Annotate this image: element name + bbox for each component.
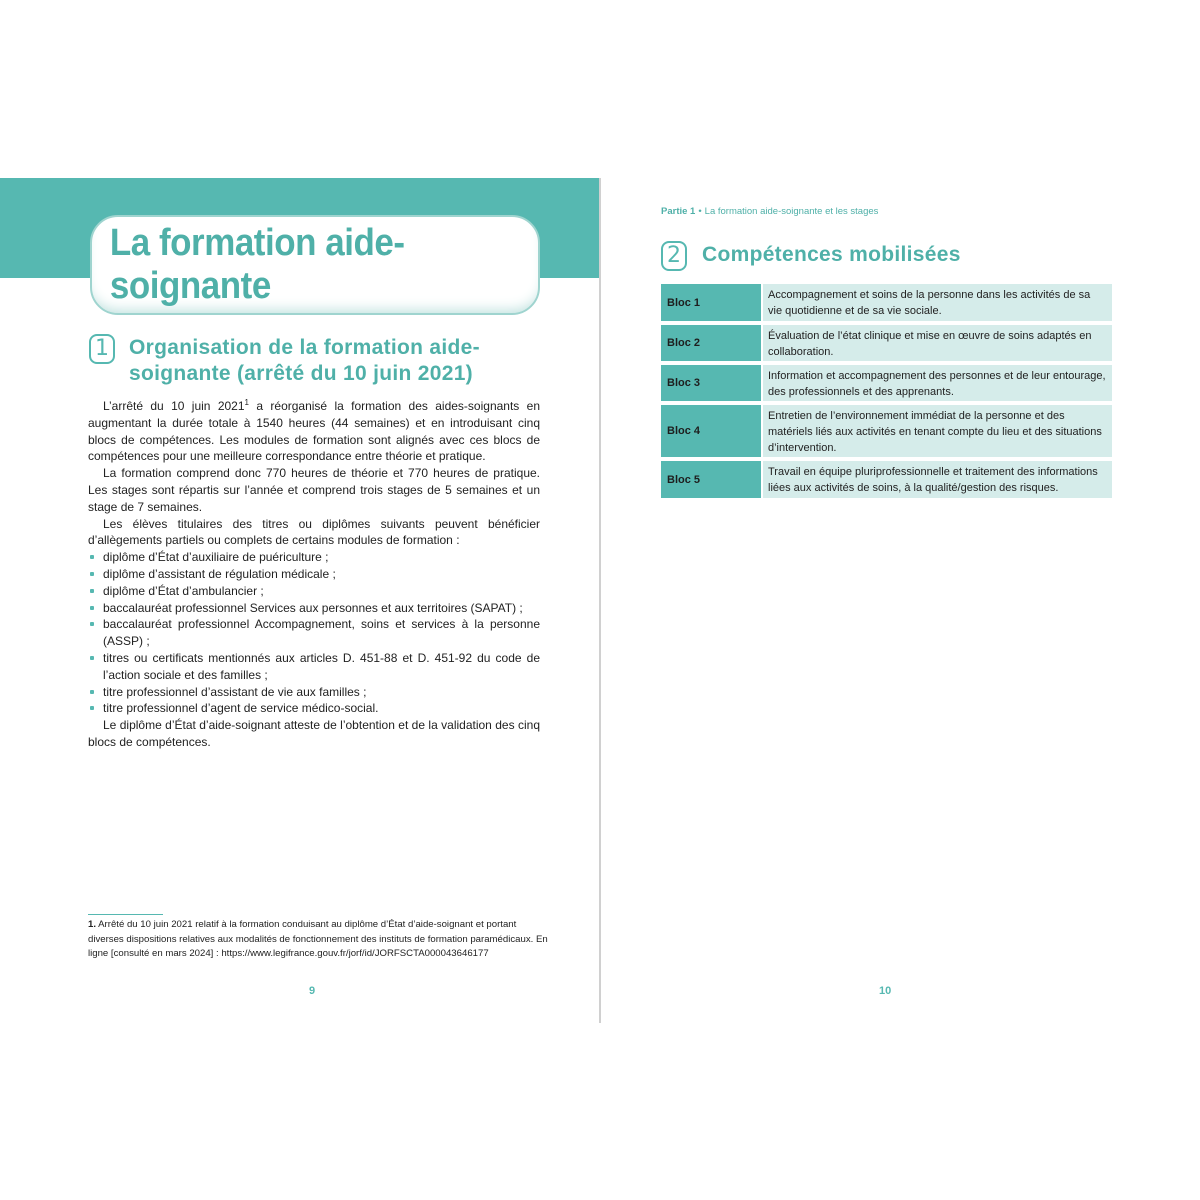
- list-item: [88, 650, 540, 684]
- running-head: [661, 206, 878, 217]
- list-item-text: diplôme d’État d’ambulancier ;: [103, 583, 264, 598]
- competency-table: [661, 284, 1112, 502]
- page-gutter: [599, 178, 601, 1023]
- paragraph-3: Les élèves titulaires des titres ou diplômes suivants peuvent bénéficier d’allègements partiels ou complets de certains modules de formation :: [88, 516, 540, 548]
- bullet-icon: [90, 706, 94, 710]
- list-item-text: titres ou certificats mentionnés aux articles D. 451-88 et D. 451-92 du code de l’action sociale et des familles ;: [103, 650, 540, 682]
- body-text: [88, 398, 540, 751]
- bloc-label: Bloc 2: [661, 325, 761, 361]
- bloc-description: Entretien de l’environnement immédiat de la personne et des matériels liés aux activités en tenant compte du lieu et des situations d’intervention.: [761, 405, 1112, 457]
- list-item-text: baccalauréat professionnel Services aux personnes et aux territoires (SAPAT) ;: [103, 600, 523, 615]
- paragraph-1: [88, 398, 540, 465]
- paragraph-1-rest: a réorganisé la formation des aides-soignants en augmentant la durée totale à 1540 heures (44 semaines) et en introduisant cinq blocs de compétences. Les modules de formation sont alignés avec ces blocs de compétences pour une meilleure correspondance entre théorie et pratique.: [88, 399, 541, 464]
- list-item-text: diplôme d’État d’auxiliaire de puériculture ;: [103, 550, 329, 565]
- list-item: [88, 583, 540, 600]
- footnote-number: 1.: [88, 919, 97, 930]
- list-item-text: baccalauréat professionnel Accompagnement, soins et services à la personne (ASSP) ;: [103, 617, 540, 649]
- bloc-description: Évaluation de l’état clinique et mise en œuvre de soins adaptés en collaboration.: [761, 325, 1112, 361]
- bullet-icon: [90, 656, 94, 660]
- chapter-title: La formation aide-soignante: [109, 222, 405, 307]
- list-item-text: titre professionnel d’assistant de vie aux familles ;: [103, 684, 367, 699]
- table-row: [661, 461, 1112, 498]
- bloc-label: Bloc 4: [661, 405, 761, 457]
- table-row: [661, 284, 1112, 321]
- running-head-title: La formation aide-soignante et les stages: [704, 206, 879, 217]
- page-number-left: 9: [309, 985, 316, 997]
- bloc-description: Travail en équipe pluriprofessionnelle et traitement des informations liées aux activités de soins, à la qualité/gestion des risques.: [761, 461, 1112, 498]
- footnote: [88, 918, 548, 962]
- bullet-icon: [90, 606, 94, 610]
- table-row: [661, 365, 1112, 401]
- list-item-text: diplôme d’assistant de régulation médicale ;: [103, 566, 336, 581]
- list-item: [88, 549, 540, 566]
- list-item: [88, 600, 540, 617]
- section-title-1: [129, 335, 549, 387]
- table-row: [661, 405, 1112, 457]
- bloc-label: Bloc 5: [661, 461, 761, 498]
- bloc-description: Information et accompagnement des personnes et de leur entourage, des professionnels et des apprenants.: [761, 365, 1112, 401]
- list-item: [88, 684, 540, 701]
- bullet-icon: [90, 690, 94, 694]
- chapter-title-box: [90, 215, 540, 315]
- section-title-1-line2: soignante (arrêté du 10 juin 2021): [129, 362, 473, 385]
- running-head-separator: •: [698, 206, 702, 217]
- section-number-2: 2: [661, 241, 687, 271]
- bloc-label: Bloc 3: [661, 365, 761, 401]
- section-title-2: Compétences mobilisées: [702, 243, 961, 266]
- bullet-icon: [90, 622, 94, 626]
- table-row: [661, 325, 1112, 361]
- bullet-icon: [90, 589, 94, 593]
- paragraph-2: La formation comprend donc 770 heures de théorie et 770 heures de pratique. Les stages sont répartis sur l’année et comprend trois stages de 5 semaines et un stage de 7 semaines.: [88, 466, 540, 514]
- footnote-rule: [88, 914, 163, 915]
- list-item-text: titre professionnel d’agent de service médico-social.: [103, 701, 379, 716]
- list-item: [88, 700, 540, 717]
- bloc-label: Bloc 1: [661, 284, 761, 321]
- section-title-1-line1: Organisation de la formation aide-: [129, 336, 480, 359]
- section-number-1: 1: [89, 334, 115, 364]
- footnote-text: Arrêté du 10 juin 2021 relatif à la formation conduisant au diplôme d’État d’aide-soignant et portant diverses dispositions relatives aux modalités de fonctionnement des instituts de formation paramédicaux. En ligne [consulté en mars 2024] : https://www.legifrance.gouv.fr/jorf/id/JORFSCTA000043646177: [88, 919, 548, 959]
- bloc-description: Accompagnement et soins de la personne dans les activités de sa vie quotidienne et de sa vie sociale.: [761, 284, 1112, 321]
- list-item: [88, 566, 540, 583]
- list-item: [88, 616, 540, 650]
- running-head-part: Partie 1: [661, 206, 696, 217]
- bullet-icon: [90, 572, 94, 576]
- bullet-icon: [90, 555, 94, 559]
- footnote-ref: 1: [244, 398, 249, 407]
- paragraph-1-start: L’arrêté du 10 juin 2021: [103, 399, 245, 413]
- page-number-right: 10: [879, 985, 892, 997]
- paragraph-4: Le diplôme d’État d’aide-soignant atteste de l’obtention et de la validation des cinq blocs de compétences.: [88, 718, 540, 749]
- diploma-list: [88, 549, 540, 717]
